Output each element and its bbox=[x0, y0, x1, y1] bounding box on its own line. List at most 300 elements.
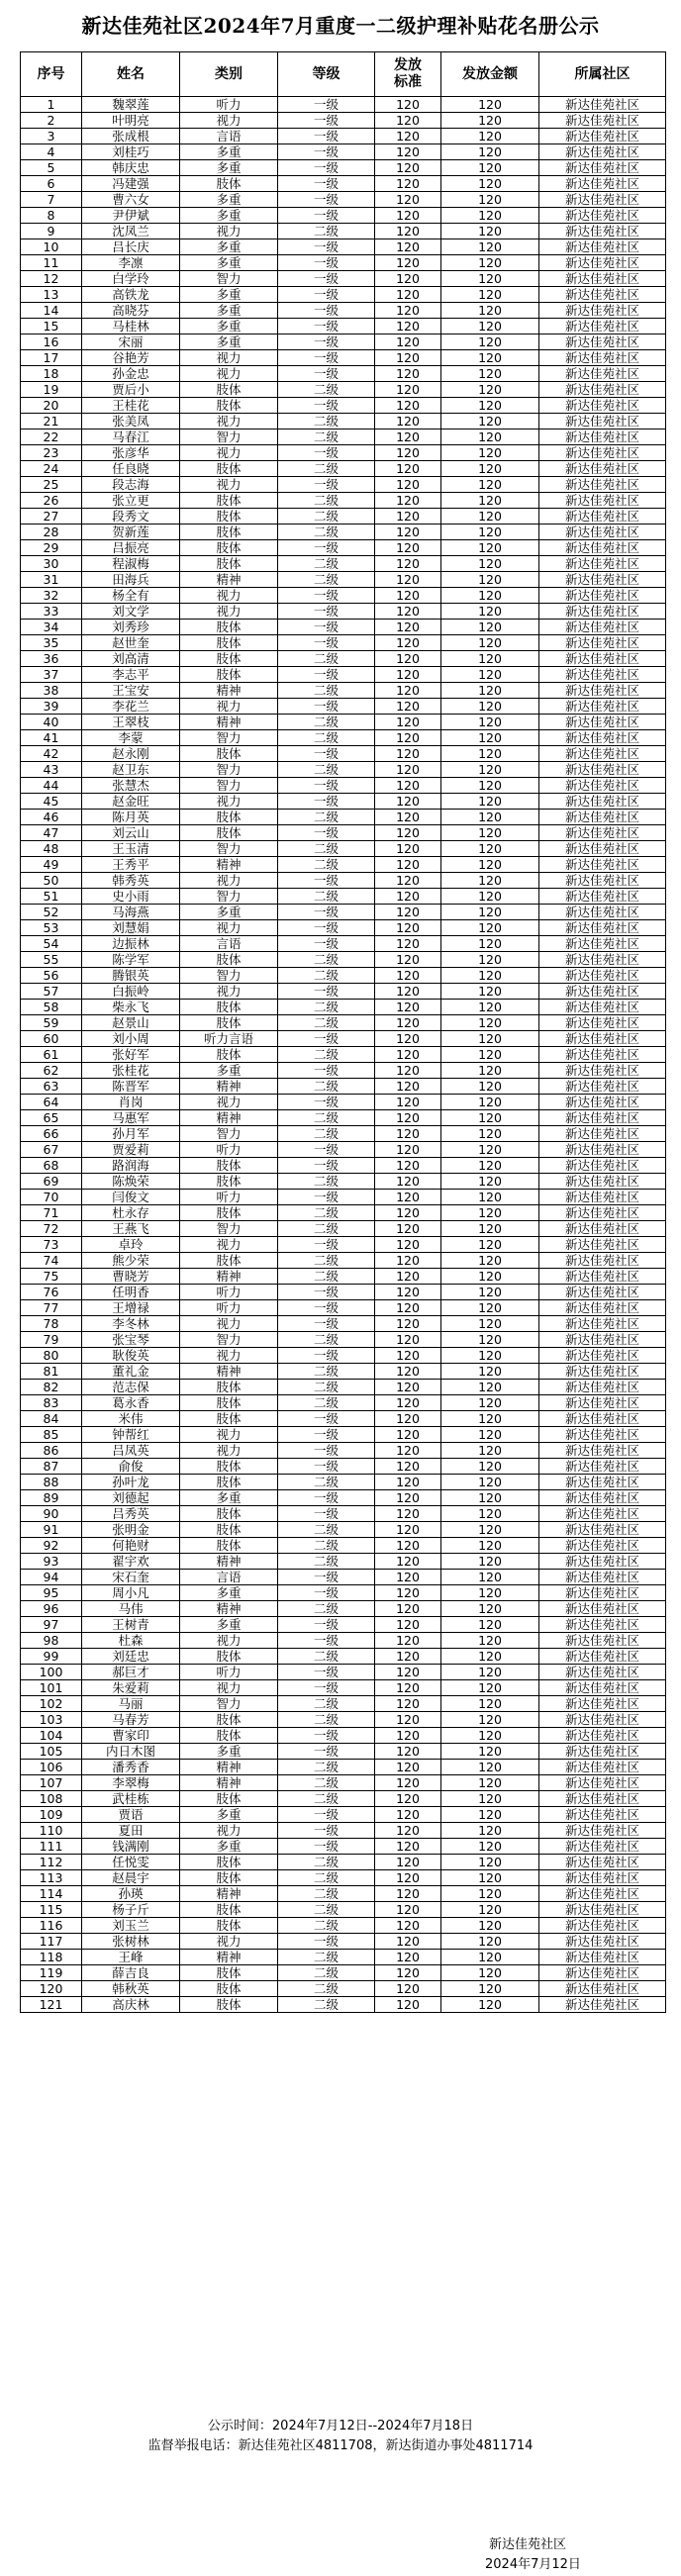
cell-level: 二级 bbox=[278, 1174, 375, 1190]
cell-standard: 120 bbox=[375, 176, 441, 192]
cell-community: 新达佳苑社区 bbox=[539, 1348, 666, 1364]
cell-amount: 120 bbox=[441, 1649, 539, 1665]
cell-level: 一级 bbox=[278, 1190, 375, 1205]
cell-category: 精神 bbox=[180, 1269, 278, 1285]
cell-community: 新达佳苑社区 bbox=[539, 1649, 666, 1665]
cell-amount: 120 bbox=[441, 968, 539, 984]
cell-index: 112 bbox=[21, 1855, 82, 1870]
cell-category: 多重 bbox=[180, 1617, 278, 1633]
table-row bbox=[21, 1285, 666, 1300]
cell-standard: 120 bbox=[375, 1522, 441, 1538]
cell-index: 4 bbox=[21, 144, 82, 160]
cell-community: 新达佳苑社区 bbox=[539, 952, 666, 968]
table-row bbox=[21, 1395, 666, 1411]
cell-amount: 120 bbox=[441, 1490, 539, 1506]
cell-index: 24 bbox=[21, 461, 82, 477]
cell-standard: 120 bbox=[375, 1775, 441, 1791]
cell-community: 新达佳苑社区 bbox=[539, 1633, 666, 1649]
cell-community: 新达佳苑社区 bbox=[539, 334, 666, 350]
cell-name: 叶明亮 bbox=[82, 113, 180, 129]
table-body bbox=[21, 97, 666, 2013]
table-row bbox=[21, 144, 666, 160]
cell-name: 董礼金 bbox=[82, 1364, 180, 1380]
page-title: 新达佳苑社区2024年7月重度一二级护理补贴花名册公示 bbox=[81, 14, 600, 38]
cell-category: 言语 bbox=[180, 129, 278, 144]
cell-amount: 120 bbox=[441, 1570, 539, 1585]
table-row bbox=[21, 968, 666, 984]
cell-name: 刘慧娟 bbox=[82, 920, 180, 936]
cell-category: 视力 bbox=[180, 350, 278, 366]
table-row bbox=[21, 810, 666, 825]
cell-standard: 120 bbox=[375, 1205, 441, 1221]
cell-name: 刘高清 bbox=[82, 651, 180, 667]
cell-standard: 120 bbox=[375, 382, 441, 398]
cell-name: 刘廷忠 bbox=[82, 1649, 180, 1665]
cell-name: 白学玲 bbox=[82, 271, 180, 287]
cell-amount: 120 bbox=[441, 1411, 539, 1427]
cell-name: 高庆林 bbox=[82, 1997, 180, 2013]
cell-name: 张彦华 bbox=[82, 445, 180, 461]
cell-index: 57 bbox=[21, 984, 82, 1000]
cell-level: 一级 bbox=[278, 873, 375, 889]
col-header-index: 序号 bbox=[21, 52, 82, 97]
cell-category: 视力 bbox=[180, 873, 278, 889]
col-header-community: 所属社区 bbox=[539, 52, 666, 97]
cell-level: 二级 bbox=[278, 1775, 375, 1791]
cell-index: 82 bbox=[21, 1380, 82, 1395]
cell-category: 智力 bbox=[180, 841, 278, 857]
cell-index: 40 bbox=[21, 715, 82, 730]
cell-amount: 120 bbox=[441, 667, 539, 683]
cell-index: 34 bbox=[21, 620, 82, 635]
cell-category: 智力 bbox=[180, 762, 278, 778]
cell-standard: 120 bbox=[375, 271, 441, 287]
cell-level: 二级 bbox=[278, 1712, 375, 1728]
cell-community: 新达佳苑社区 bbox=[539, 1760, 666, 1775]
cell-community: 新达佳苑社区 bbox=[539, 1775, 666, 1791]
cell-amount: 120 bbox=[441, 113, 539, 129]
table-row bbox=[21, 1221, 666, 1237]
cell-community: 新达佳苑社区 bbox=[539, 398, 666, 414]
cell-level: 一级 bbox=[278, 445, 375, 461]
cell-name: 李志平 bbox=[82, 667, 180, 683]
cell-index: 8 bbox=[21, 208, 82, 224]
cell-category: 肢体 bbox=[180, 556, 278, 572]
cell-amount: 120 bbox=[441, 1047, 539, 1063]
cell-level: 一级 bbox=[278, 176, 375, 192]
cell-level: 一级 bbox=[278, 398, 375, 414]
cell-standard: 120 bbox=[375, 984, 441, 1000]
table-row bbox=[21, 1585, 666, 1601]
cell-standard: 120 bbox=[375, 1285, 441, 1300]
table-row bbox=[21, 1886, 666, 1902]
cell-amount: 120 bbox=[441, 1965, 539, 1981]
cell-amount: 120 bbox=[441, 1031, 539, 1047]
cell-category: 肢体 bbox=[180, 1538, 278, 1554]
table-row bbox=[21, 1174, 666, 1190]
cell-community: 新达佳苑社区 bbox=[539, 129, 666, 144]
cell-category: 视力 bbox=[180, 1316, 278, 1332]
cell-category: 肢体 bbox=[180, 1712, 278, 1728]
cell-standard: 120 bbox=[375, 1886, 441, 1902]
cell-community: 新达佳苑社区 bbox=[539, 1475, 666, 1490]
cell-category: 精神 bbox=[180, 1554, 278, 1570]
cell-community: 新达佳苑社区 bbox=[539, 730, 666, 746]
cell-standard: 120 bbox=[375, 1332, 441, 1348]
cell-amount: 120 bbox=[441, 1142, 539, 1158]
cell-standard: 120 bbox=[375, 129, 441, 144]
cell-standard: 120 bbox=[375, 1585, 441, 1601]
cell-index: 116 bbox=[21, 1918, 82, 1934]
table-row bbox=[21, 1110, 666, 1126]
cell-standard: 120 bbox=[375, 936, 441, 952]
cell-community: 新达佳苑社区 bbox=[539, 1506, 666, 1522]
cell-amount: 120 bbox=[441, 1997, 539, 2013]
cell-standard: 120 bbox=[375, 208, 441, 224]
cell-level: 一级 bbox=[278, 1348, 375, 1364]
cell-index: 119 bbox=[21, 1965, 82, 1981]
cell-community: 新达佳苑社区 bbox=[539, 1680, 666, 1696]
table-row bbox=[21, 1380, 666, 1395]
cell-amount: 120 bbox=[441, 952, 539, 968]
cell-index: 103 bbox=[21, 1712, 82, 1728]
cell-standard: 120 bbox=[375, 1031, 441, 1047]
cell-amount: 120 bbox=[441, 287, 539, 303]
cell-category: 肢体 bbox=[180, 952, 278, 968]
cell-level: 二级 bbox=[278, 810, 375, 825]
cell-community: 新达佳苑社区 bbox=[539, 1221, 666, 1237]
cell-name: 吕长庆 bbox=[82, 239, 180, 255]
cell-index: 80 bbox=[21, 1348, 82, 1364]
cell-amount: 120 bbox=[441, 762, 539, 778]
table-row bbox=[21, 1490, 666, 1506]
cell-community: 新达佳苑社区 bbox=[539, 936, 666, 952]
cell-category: 精神 bbox=[180, 857, 278, 873]
cell-community: 新达佳苑社区 bbox=[539, 841, 666, 857]
table-row bbox=[21, 160, 666, 176]
cell-amount: 120 bbox=[441, 1364, 539, 1380]
cell-amount: 120 bbox=[441, 1902, 539, 1918]
cell-index: 74 bbox=[21, 1253, 82, 1269]
cell-category: 听力 bbox=[180, 97, 278, 113]
cell-level: 一级 bbox=[278, 350, 375, 366]
cell-category: 智力 bbox=[180, 1126, 278, 1142]
table-row bbox=[21, 1554, 666, 1570]
cell-name: 钟帮红 bbox=[82, 1427, 180, 1443]
cell-name: 柴永飞 bbox=[82, 1000, 180, 1015]
cell-name: 刘秀珍 bbox=[82, 620, 180, 635]
cell-amount: 120 bbox=[441, 1000, 539, 1015]
cell-index: 11 bbox=[21, 255, 82, 271]
cell-name: 冯建强 bbox=[82, 176, 180, 192]
cell-category: 多重 bbox=[180, 255, 278, 271]
cell-index: 15 bbox=[21, 319, 82, 334]
cell-level: 一级 bbox=[278, 825, 375, 841]
cell-level: 一级 bbox=[278, 1063, 375, 1079]
cell-name: 王增禄 bbox=[82, 1300, 180, 1316]
table-row bbox=[21, 1348, 666, 1364]
cell-level: 二级 bbox=[278, 1554, 375, 1570]
cell-index: 100 bbox=[21, 1665, 82, 1680]
cell-standard: 120 bbox=[375, 1997, 441, 2013]
cell-level: 一级 bbox=[278, 1490, 375, 1506]
cell-index: 17 bbox=[21, 350, 82, 366]
cell-index: 56 bbox=[21, 968, 82, 984]
table-row bbox=[21, 1950, 666, 1965]
cell-level: 二级 bbox=[278, 1538, 375, 1554]
cell-level: 二级 bbox=[278, 1791, 375, 1807]
cell-level: 一级 bbox=[278, 1411, 375, 1427]
cell-community: 新达佳苑社区 bbox=[539, 540, 666, 556]
cell-category: 精神 bbox=[180, 683, 278, 699]
table-row bbox=[21, 1680, 666, 1696]
cell-standard: 120 bbox=[375, 1095, 441, 1110]
cell-index: 85 bbox=[21, 1427, 82, 1443]
cell-category: 肢体 bbox=[180, 509, 278, 525]
cell-community: 新达佳苑社区 bbox=[539, 1079, 666, 1095]
cell-name: 俞俊 bbox=[82, 1459, 180, 1475]
table-row bbox=[21, 493, 666, 509]
cell-level: 二级 bbox=[278, 968, 375, 984]
cell-name: 贾后小 bbox=[82, 382, 180, 398]
table-row bbox=[21, 540, 666, 556]
table-row bbox=[21, 1744, 666, 1760]
cell-index: 90 bbox=[21, 1506, 82, 1522]
cell-level: 一级 bbox=[278, 699, 375, 715]
cell-standard: 120 bbox=[375, 1079, 441, 1095]
cell-standard: 120 bbox=[375, 192, 441, 208]
cell-community: 新达佳苑社区 bbox=[539, 635, 666, 651]
cell-name: 沈凤兰 bbox=[82, 224, 180, 239]
cell-index: 53 bbox=[21, 920, 82, 936]
cell-amount: 120 bbox=[441, 1395, 539, 1411]
cell-index: 50 bbox=[21, 873, 82, 889]
cell-amount: 120 bbox=[441, 129, 539, 144]
cell-index: 99 bbox=[21, 1649, 82, 1665]
cell-category: 肢体 bbox=[180, 1047, 278, 1063]
cell-name: 张树林 bbox=[82, 1934, 180, 1950]
cell-name: 夏田 bbox=[82, 1823, 180, 1839]
cell-name: 王玉清 bbox=[82, 841, 180, 857]
cell-standard: 120 bbox=[375, 113, 441, 129]
cell-community: 新达佳苑社区 bbox=[539, 493, 666, 509]
cell-level: 二级 bbox=[278, 509, 375, 525]
cell-category: 精神 bbox=[180, 1110, 278, 1126]
cell-amount: 120 bbox=[441, 97, 539, 113]
table-row bbox=[21, 366, 666, 382]
cell-name: 田海兵 bbox=[82, 572, 180, 588]
cell-category: 多重 bbox=[180, 1744, 278, 1760]
table-row bbox=[21, 414, 666, 429]
table-row bbox=[21, 715, 666, 730]
signature-org: 新达佳苑社区 bbox=[489, 2537, 567, 2552]
cell-community: 新达佳苑社区 bbox=[539, 525, 666, 540]
cell-standard: 120 bbox=[375, 1174, 441, 1190]
col-header-amount: 发放金额 bbox=[441, 52, 539, 97]
table-row bbox=[21, 1775, 666, 1791]
cell-category: 智力 bbox=[180, 271, 278, 287]
cell-name: 内日木图 bbox=[82, 1744, 180, 1760]
cell-community: 新达佳苑社区 bbox=[539, 303, 666, 319]
cell-community: 新达佳苑社区 bbox=[539, 255, 666, 271]
table-row bbox=[21, 1839, 666, 1855]
cell-index: 28 bbox=[21, 525, 82, 540]
cell-index: 20 bbox=[21, 398, 82, 414]
cell-standard: 120 bbox=[375, 1475, 441, 1490]
table-row bbox=[21, 667, 666, 683]
table-row bbox=[21, 1063, 666, 1079]
table-row bbox=[21, 1649, 666, 1665]
cell-index: 92 bbox=[21, 1538, 82, 1554]
cell-name: 李冬林 bbox=[82, 1316, 180, 1332]
cell-standard: 120 bbox=[375, 1791, 441, 1807]
cell-community: 新达佳苑社区 bbox=[539, 461, 666, 477]
cell-name: 张明金 bbox=[82, 1522, 180, 1538]
cell-level: 二级 bbox=[278, 651, 375, 667]
cell-level: 一级 bbox=[278, 97, 375, 113]
cell-level: 一级 bbox=[278, 1427, 375, 1443]
cell-standard: 120 bbox=[375, 825, 441, 841]
cell-category: 肢体 bbox=[180, 667, 278, 683]
cell-level: 二级 bbox=[278, 1870, 375, 1886]
cell-level: 一级 bbox=[278, 905, 375, 920]
cell-standard: 120 bbox=[375, 144, 441, 160]
cell-level: 二级 bbox=[278, 1965, 375, 1981]
cell-community: 新达佳苑社区 bbox=[539, 1110, 666, 1126]
cell-name: 翟宇欢 bbox=[82, 1554, 180, 1570]
table-row bbox=[21, 857, 666, 873]
cell-amount: 120 bbox=[441, 1015, 539, 1031]
cell-category: 言语 bbox=[180, 936, 278, 952]
cell-name: 刘桂巧 bbox=[82, 144, 180, 160]
cell-category: 肢体 bbox=[180, 1174, 278, 1190]
table-row bbox=[21, 525, 666, 540]
cell-index: 44 bbox=[21, 778, 82, 794]
cell-name: 程淑梅 bbox=[82, 556, 180, 572]
cell-level: 一级 bbox=[278, 192, 375, 208]
cell-community: 新达佳苑社区 bbox=[539, 1886, 666, 1902]
table-row bbox=[21, 224, 666, 239]
table-row bbox=[21, 350, 666, 366]
cell-community: 新达佳苑社区 bbox=[539, 350, 666, 366]
cell-name: 李蒙 bbox=[82, 730, 180, 746]
cell-name: 段志海 bbox=[82, 477, 180, 493]
cell-name: 马丽 bbox=[82, 1696, 180, 1712]
cell-level: 二级 bbox=[278, 1522, 375, 1538]
cell-standard: 120 bbox=[375, 1870, 441, 1886]
cell-standard: 120 bbox=[375, 920, 441, 936]
cell-name: 孙月军 bbox=[82, 1126, 180, 1142]
cell-amount: 120 bbox=[441, 1285, 539, 1300]
table-row bbox=[21, 1411, 666, 1427]
cell-name: 贾爱莉 bbox=[82, 1142, 180, 1158]
cell-amount: 120 bbox=[441, 1554, 539, 1570]
cell-community: 新达佳苑社区 bbox=[539, 556, 666, 572]
cell-standard: 120 bbox=[375, 1459, 441, 1475]
cell-community: 新达佳苑社区 bbox=[539, 1617, 666, 1633]
cell-level: 一级 bbox=[278, 1570, 375, 1585]
cell-amount: 120 bbox=[441, 651, 539, 667]
cell-index: 114 bbox=[21, 1886, 82, 1902]
cell-community: 新达佳苑社区 bbox=[539, 1538, 666, 1554]
cell-amount: 120 bbox=[441, 382, 539, 398]
cell-category: 肢体 bbox=[180, 1253, 278, 1269]
cell-level: 二级 bbox=[278, 683, 375, 699]
cell-standard: 120 bbox=[375, 1364, 441, 1380]
cell-amount: 120 bbox=[441, 1601, 539, 1617]
cell-category: 肢体 bbox=[180, 1981, 278, 1997]
cell-amount: 120 bbox=[441, 1981, 539, 1997]
table-row bbox=[21, 635, 666, 651]
table-row bbox=[21, 778, 666, 794]
table-row bbox=[21, 889, 666, 905]
cell-standard: 120 bbox=[375, 525, 441, 540]
cell-amount: 120 bbox=[441, 620, 539, 635]
table-row bbox=[21, 873, 666, 889]
cell-name: 边振林 bbox=[82, 936, 180, 952]
cell-community: 新达佳苑社区 bbox=[539, 1158, 666, 1174]
table-row bbox=[21, 445, 666, 461]
report-hotline: 监督举报电话：新达佳苑社区4811708，新达街道办事处4811714 bbox=[147, 2438, 534, 2453]
cell-amount: 120 bbox=[441, 746, 539, 762]
cell-index: 106 bbox=[21, 1760, 82, 1775]
cell-name: 杜森 bbox=[82, 1633, 180, 1649]
table-row bbox=[21, 762, 666, 778]
cell-name: 孙金忠 bbox=[82, 366, 180, 382]
cell-name: 米伟 bbox=[82, 1411, 180, 1427]
cell-name: 宋石奎 bbox=[82, 1570, 180, 1585]
cell-index: 32 bbox=[21, 588, 82, 604]
cell-category: 肢体 bbox=[180, 1506, 278, 1522]
cell-level: 二级 bbox=[278, 1047, 375, 1063]
cell-standard: 120 bbox=[375, 1427, 441, 1443]
cell-level: 二级 bbox=[278, 1902, 375, 1918]
cell-category: 肢体 bbox=[180, 1459, 278, 1475]
cell-category: 多重 bbox=[180, 208, 278, 224]
cell-category: 智力 bbox=[180, 1696, 278, 1712]
cell-index: 23 bbox=[21, 445, 82, 461]
cell-level: 二级 bbox=[278, 556, 375, 572]
cell-name: 张宝琴 bbox=[82, 1332, 180, 1348]
cell-category: 视力 bbox=[180, 984, 278, 1000]
cell-level: 一级 bbox=[278, 1807, 375, 1823]
cell-amount: 120 bbox=[441, 239, 539, 255]
cell-community: 新达佳苑社区 bbox=[539, 1490, 666, 1506]
cell-index: 41 bbox=[21, 730, 82, 746]
cell-index: 88 bbox=[21, 1475, 82, 1490]
table-row bbox=[21, 255, 666, 271]
cell-community: 新达佳苑社区 bbox=[539, 778, 666, 794]
cell-community: 新达佳苑社区 bbox=[539, 1981, 666, 1997]
cell-community: 新达佳苑社区 bbox=[539, 1000, 666, 1015]
cell-category: 肢体 bbox=[180, 810, 278, 825]
cell-index: 38 bbox=[21, 683, 82, 699]
cell-index: 110 bbox=[21, 1823, 82, 1839]
cell-level: 二级 bbox=[278, 429, 375, 445]
col-header-standard: 发放标准 bbox=[375, 52, 441, 97]
cell-community: 新达佳苑社区 bbox=[539, 1190, 666, 1205]
cell-amount: 120 bbox=[441, 1839, 539, 1855]
cell-amount: 120 bbox=[441, 540, 539, 556]
cell-community: 新达佳苑社区 bbox=[539, 920, 666, 936]
cell-level: 一级 bbox=[278, 746, 375, 762]
cell-amount: 120 bbox=[441, 176, 539, 192]
cell-standard: 120 bbox=[375, 1047, 441, 1063]
cell-amount: 120 bbox=[441, 1775, 539, 1791]
cell-category: 肢体 bbox=[180, 382, 278, 398]
cell-index: 60 bbox=[21, 1031, 82, 1047]
cell-level: 一级 bbox=[278, 319, 375, 334]
